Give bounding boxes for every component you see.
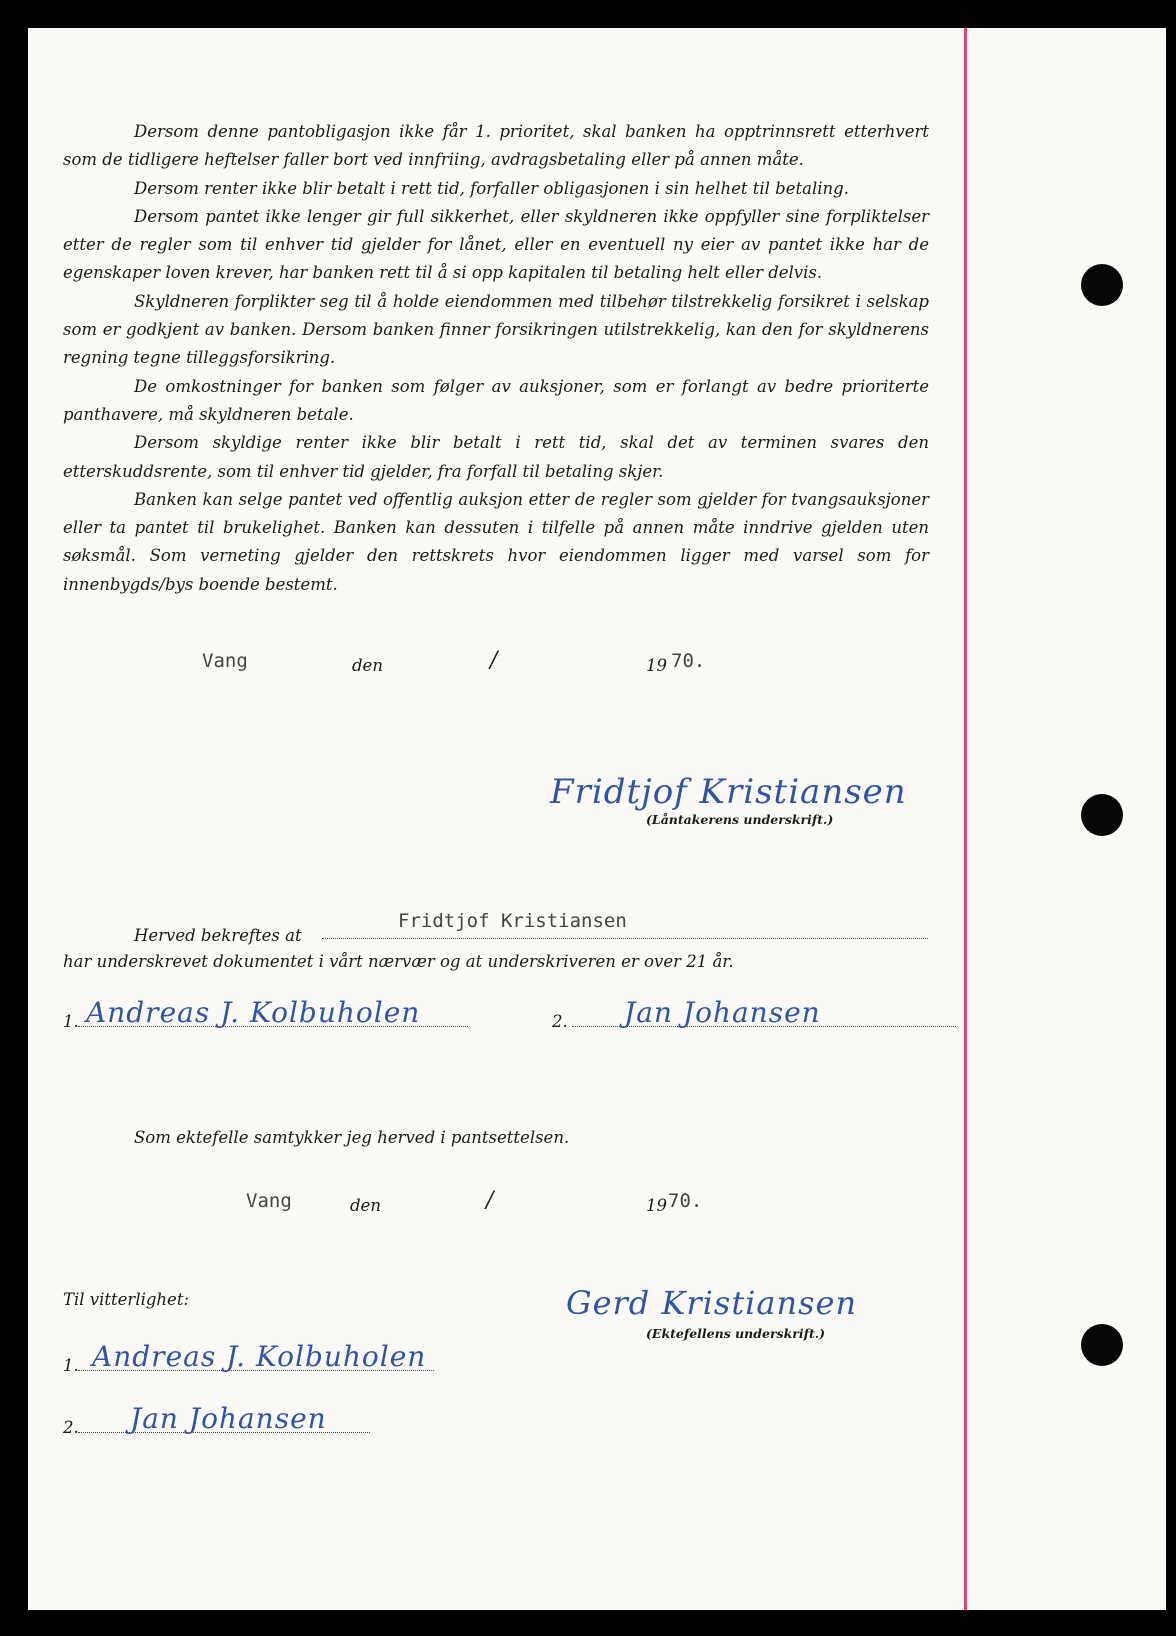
paragraph-interest: Dersom renter ikke blir betalt i rett tid, forfaller obligasjonen i sin helhet til betaling. xyxy=(134,178,849,198)
year-century-2: 19 xyxy=(646,1196,667,1215)
den-label-2: den xyxy=(350,1196,381,1215)
date-slash: / xyxy=(490,648,498,673)
paragraph-costs: De omkostninger for banken som følger av auksjoner, som er forlangt av bedre prioriterte panthavere, må skyldneren betale. xyxy=(63,376,929,424)
year-century: 19 xyxy=(646,656,667,675)
punch-hole-icon xyxy=(1081,794,1123,836)
punch-hole-icon xyxy=(1081,264,1123,306)
paragraph-auction: Banken kan selge pantet ved offentlig auksjon etter de regler som gjelder for tvangsauksjoner eller ta pantet til brukelighet. Banken kan dessuten i tilfelle på annen måte inndrive gjelden uten søksmål. Som verneting gjelder den rettskrets hvor eiendommen ligger med varsel som for innenbygds/bys boende bestemt. xyxy=(63,489,929,594)
paragraph-insurance: Skyldneren forplikter seg til å holde eiendommen med tilbehør tilstrekkelig forsikret i selskap som er godkjent av banken. Dersom banken finner forsikringen utilstrekkelig, kan den for skyldnerens regning tegne tilleggsforsikring. xyxy=(63,291,929,368)
witness-2-signature: Jan Johansen xyxy=(624,996,821,1029)
spouse-witness-2-number: 2. xyxy=(63,1418,79,1437)
spouse-signature: Gerd Kristiansen xyxy=(566,1284,858,1322)
paragraph-late-interest: Dersom skyldige renter ikke blir betalt i rett tid, skal det av terminen svares den etterskuddsrente, som til enhver tid gjelder, fra forfall til betaling skjer. xyxy=(63,433,929,481)
witness-label: Til vitterlighet: xyxy=(63,1290,190,1309)
date-slash-2: / xyxy=(486,1188,494,1213)
witness-1-signature: Andreas J. Kolbuholen xyxy=(86,996,421,1029)
punch-hole-icon xyxy=(1081,1324,1123,1366)
terms-text xyxy=(63,118,929,599)
den-label: den xyxy=(352,656,383,675)
confirmation-dotted-line xyxy=(322,938,928,939)
confirmed-name: Fridtjof Kristiansen xyxy=(398,910,627,932)
witness-1-number: 1. xyxy=(63,1012,79,1031)
borrower-signature-caption: (Låntakerens underskrift.) xyxy=(646,812,834,827)
borrower-signature: Fridtjof Kristiansen xyxy=(550,772,907,812)
witness-2-number: 2. xyxy=(552,1012,568,1031)
confirmation-text: har underskrevet dokumentet i vårt nærvær og at underskriveren er over 21 år. xyxy=(63,952,734,971)
spouse-signature-caption: (Ektefellens underskrift.) xyxy=(646,1326,825,1341)
spouse-witness-1-signature: Andreas J. Kolbuholen xyxy=(92,1340,427,1373)
spouse-witness-2-signature: Jan Johansen xyxy=(130,1402,327,1435)
year-field: 70. xyxy=(671,650,706,672)
spouse-witness-1-number: 1. xyxy=(63,1356,79,1375)
spouse-consent-text: Som ektefelle samtykker jeg herved i pantsettelsen. xyxy=(134,1128,570,1147)
margin-line xyxy=(964,28,967,1610)
place-field-2: Vang xyxy=(246,1190,292,1212)
paragraph-security: Dersom pantet ikke lenger gir full sikkerhet, eller skyldneren ikke oppfyller sine forpliktelser etter de regler som til enhver tid gjelder for lånet, eller en eventuell ny eier av pantet ikke har de egenskaper loven krever, har banken rett til å si opp kapitalen til betaling helt eller delvis. xyxy=(63,206,929,283)
year-field-2: 70. xyxy=(668,1190,703,1212)
confirmation-label: Herved bekreftes at xyxy=(134,926,302,945)
paragraph-priority: Dersom denne pantobligasjon ikke får 1. prioritet, skal banken ha opptrinnsrett etterhvert som de tidligere heftelser faller bort ved innfriing, avdragsbetaling eller på annen måte. xyxy=(63,122,929,170)
place-field: Vang xyxy=(202,650,248,672)
